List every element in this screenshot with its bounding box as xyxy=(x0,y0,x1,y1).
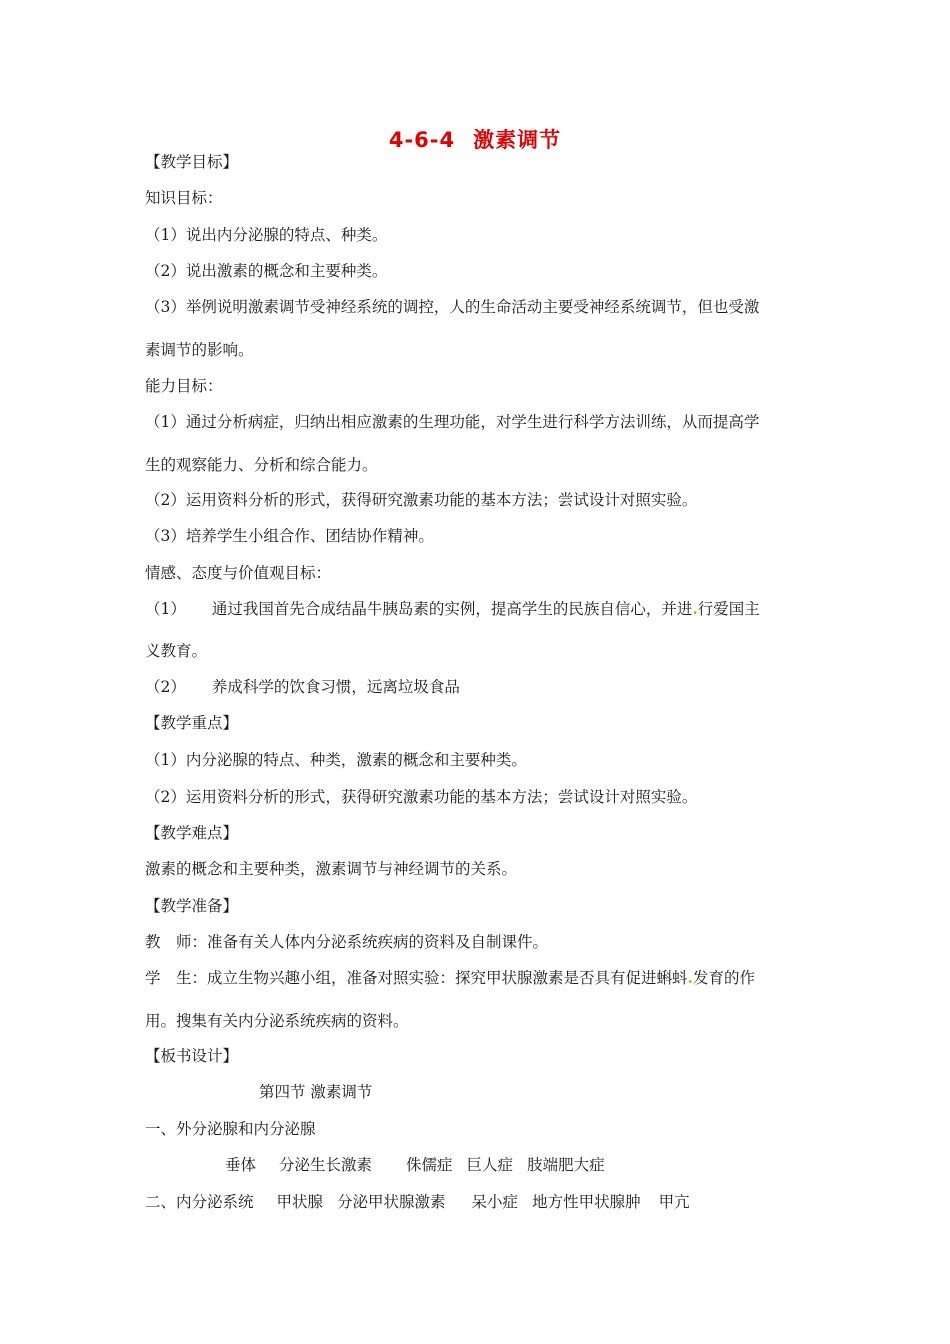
emotion-item-1-text-part-2: 行爱国主 xyxy=(697,600,760,618)
document-title xyxy=(0,124,950,154)
emotion-item-1-number: （1） xyxy=(145,600,186,618)
title-text: 激素调节 xyxy=(473,128,562,152)
heading-key-points: 【教学重点】 xyxy=(145,714,239,732)
ability-item-1-line-2: 生的观察能力、分析和综合能力。 xyxy=(145,456,378,474)
emotion-goals-label: 情感、态度与价值观目标： xyxy=(145,564,332,582)
board-3-disease-3: 甲亢 xyxy=(658,1193,690,1211)
yellow-dot-mark: . xyxy=(687,968,693,987)
knowledge-item-1: （1）说出内分泌腺的特点、种类。 xyxy=(145,226,388,244)
board-line-2 xyxy=(225,1155,605,1175)
board-3-system: 二、内分泌系统 xyxy=(145,1193,254,1211)
knowledge-item-3-line-1: （3）举例说明激素调节受神经系统的调控，人的生命活动主要受神经系统调节，但也受激 xyxy=(145,298,760,316)
board-line-1: 一、外分泌腺和内分泌腺 xyxy=(145,1120,316,1138)
emotion-item-2-text: 养成科学的饮食习惯，远离垃圾食品 xyxy=(211,678,460,696)
heading-teaching-goals: 【教学目标】 xyxy=(145,153,239,171)
difficulty-1: 激素的概念和主要种类，激素调节与神经调节的关系。 xyxy=(145,860,518,878)
heading-preparation: 【教学准备】 xyxy=(145,897,239,915)
ability-item-3: （3）培养学生小组合作、团结协作精神。 xyxy=(145,527,434,545)
teacher-text: 准备有关人体内分泌系统疾病的资料及自制课件。 xyxy=(207,933,549,951)
emotion-item-1-text-part-1: 通过我国首先合成结晶牛胰岛素的实例，提高学生的民族自信心，并进 xyxy=(211,600,693,618)
board-3-disease-2: 地方性甲状腺肿 xyxy=(532,1193,641,1211)
knowledge-item-2: （2）说出激素的概念和主要种类。 xyxy=(145,262,388,280)
student-preparation-line-1 xyxy=(145,968,755,988)
board-title: 第四节 激素调节 xyxy=(259,1083,373,1101)
student-preparation-line-2: 用。搜集有关内分泌系统疾病的资料。 xyxy=(145,1012,409,1030)
teacher-preparation xyxy=(145,932,548,952)
board-3-hormone: 分泌甲状腺激素 xyxy=(337,1193,446,1211)
yellow-dot-mark: . xyxy=(692,599,698,618)
emotion-item-1-line-2: 义教育。 xyxy=(145,642,208,660)
board-2-gland: 垂体 xyxy=(225,1156,257,1174)
board-2-hormone: 分泌生长激素 xyxy=(279,1156,373,1174)
emotion-item-2-number: （2） xyxy=(145,678,186,696)
board-2-disease-2: 巨人症 xyxy=(466,1156,514,1174)
ability-item-1-line-1: （1）通过分析病症，归纳出相应激素的生理功能，对学生进行科学方法训练，从而提高学 xyxy=(145,413,760,431)
student-text-part-2: 发育的作 xyxy=(692,969,755,987)
board-2-disease-3: 肢端肥大症 xyxy=(527,1156,605,1174)
emotion-item-1-line-1 xyxy=(145,599,760,619)
title-number: 4-6-4 xyxy=(388,128,456,152)
emotion-item-2 xyxy=(145,677,460,697)
key-point-2: （2）运用资料分析的形式，获得研究激素功能的基本方法；尝试设计对照实验。 xyxy=(145,788,698,806)
knowledge-item-3-line-2: 素调节的影响。 xyxy=(145,341,254,359)
board-line-3 xyxy=(145,1192,690,1212)
board-3-disease-1: 呆小症 xyxy=(471,1193,519,1211)
knowledge-goals-label: 知识目标： xyxy=(145,189,223,207)
heading-difficulties: 【教学难点】 xyxy=(145,824,239,842)
teacher-label: 教 师： xyxy=(145,933,208,951)
ability-item-2: （2）运用资料分析的形式，获得研究激素功能的基本方法；尝试设计对照实验。 xyxy=(145,491,698,509)
board-3-gland: 甲状腺 xyxy=(276,1193,324,1211)
key-point-1: （1）内分泌腺的特点、种类，激素的概念和主要种类。 xyxy=(145,751,527,769)
board-2-disease-1: 侏儒症 xyxy=(406,1156,453,1174)
student-label: 学 生： xyxy=(145,969,208,987)
ability-goals-label: 能力目标： xyxy=(145,377,223,395)
student-text-part-1: 成立生物兴趣小组，准备对照实验：探究甲状腺激素是否具有促进蝌蚪 xyxy=(207,969,688,987)
heading-board-design: 【板书设计】 xyxy=(145,1047,239,1065)
